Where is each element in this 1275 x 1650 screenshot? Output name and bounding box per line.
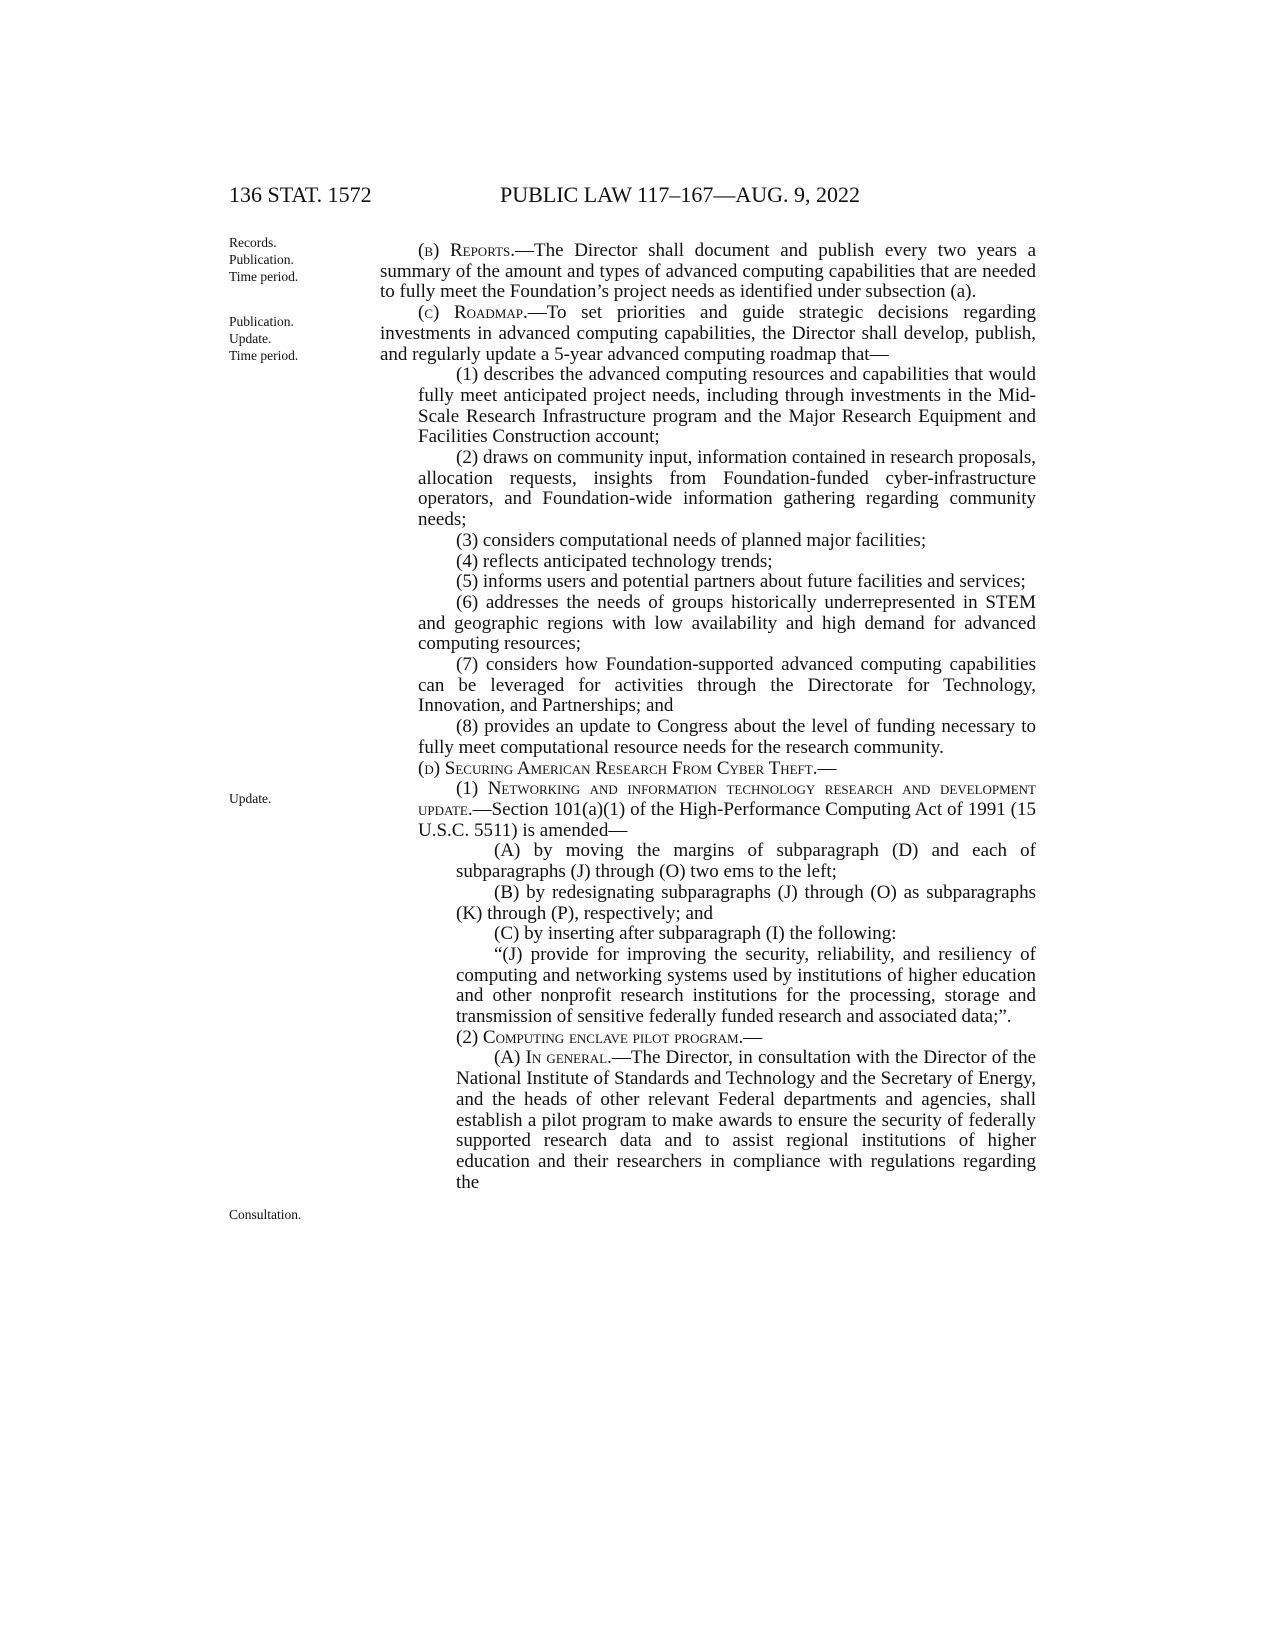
paragraph-d2-heading: (2) Computing enclave pilot program.—: [456, 1026, 763, 1048]
paragraph-d1b: (B) by redesignating subparagraphs (J) through (O) as subparagraphs (K) through (P), respectively; and: [456, 881, 1036, 924]
heading-roadmap: (c) Roadmap.: [418, 302, 528, 324]
paragraph-d1c: (C) by inserting after subparagraph (I) the following:: [494, 923, 897, 945]
paragraph-text: —Section 101(a)(1) of the High-Performance Computing Act of 1991 (15 U.S.C. 5511) is amended—: [418, 798, 1036, 841]
paragraph-c6: (6) addresses the needs of groups historically underrepresented in STEM and geographic regions with low availability and high demand for advanced computing resources;: [418, 591, 1036, 655]
paragraph-c3: (3) considers computational needs of planned major facilities;: [456, 529, 927, 551]
page-number: 136 STAT. 1572: [229, 182, 372, 207]
margin-note-line: Update.: [229, 791, 272, 806]
margin-note-line: Publication.: [229, 314, 294, 329]
law-title: PUBLIC LAW 117–167—AUG. 9, 2022: [500, 182, 861, 207]
paragraph-text: —The Director shall document and publish every two years a summary of the amount and types of advanced computing capabilities that are needed to fully meet the Foundation’s project needs as identified under subsection (a).: [380, 240, 1036, 303]
paragraph-c2: (2) draws on community input, information contained in research proposals, allocation requests, insights from Foundation-funded cyber-infrastructure operators, and Foundation-wide information gathering regarding community needs;: [418, 447, 1036, 531]
paragraph-c7: (7) considers how Foundation-supported advanced computing capabilities can be leveraged for activities through the Directorate for Technology, Innovation, and Partnerships; and: [418, 654, 1036, 717]
margin-note-consultation: [229, 1206, 359, 1223]
heading-reports: (b) Reports.: [418, 240, 516, 261]
margin-note-records: [229, 234, 359, 285]
page-header: [229, 182, 879, 218]
paragraph-d1a: (A) by moving the margins of subparagraph (D) and each of subparagraphs (J) through (O) two ems to the left;: [456, 840, 1036, 883]
paragraph-d2a: [380, 1048, 1036, 1193]
paragraph-c: [380, 303, 1036, 365]
paragraph-c4: (4) reflects anticipated technology trends;: [456, 550, 773, 572]
paragraph-d1: [380, 779, 1036, 841]
paragraph-text: —The Director, in consultation with the Director of the National Institute of Standards and Technology and the Secretary of Energy, and the heads of other relevant Federal departments and agencies, shall establish a pilot program to make awards to ensure the security of federally supported research data and to assist regional institutions of higher education and their researchers in compliance with regulations regarding the: [456, 1047, 1037, 1193]
quoted-subparagraph-j: “(J) provide for improving the security, reliability, and resiliency of computing and networking systems used by institutions of higher education and other nonprofit research institutions for the processing, storage and transmission of sensitive federally funded research and associated data;”.: [456, 943, 1036, 1028]
margin-note-line: Consultation.: [229, 1207, 302, 1222]
margin-note-update: [229, 790, 359, 807]
margin-note-publication: [229, 313, 359, 364]
statute-body: [380, 241, 1036, 1193]
margin-note-line: Records.: [229, 235, 277, 250]
paragraph-c5: (5) informs users and potential partners about future facilities and services;: [456, 571, 1026, 593]
paragraph-d-heading: (d) Securing American Research From Cyber Theft.—: [418, 757, 837, 779]
paragraph-c1: (1) describes the advanced computing resources and capabilities that would fully meet anticipated project needs, including through investments in the Mid-Scale Research Infrastructure program and the Major Research Equipment and Facilities Construction account;: [418, 364, 1036, 448]
margin-note-line: Time period.: [229, 348, 299, 363]
paragraph-b: [380, 241, 1036, 303]
margin-note-line: Update.: [229, 331, 272, 346]
heading-nitrd-update: (1) Networking and information technology research and development update.: [418, 778, 1036, 820]
margin-note-line: Time period.: [229, 269, 299, 284]
paragraph-text: —To set priorities and guide strategic decisions regarding investments in advanced computing capabilities, the Director shall develop, publish, and regularly update a 5-year advanced computing roadmap that—: [380, 302, 1036, 365]
heading-in-general: (A) In general.: [494, 1047, 612, 1069]
paragraph-c8: (8) provides an update to Congress about the level of funding necessary to fully meet computational resource needs for the research community.: [418, 716, 1036, 758]
margin-note-line: Publication.: [229, 252, 294, 267]
